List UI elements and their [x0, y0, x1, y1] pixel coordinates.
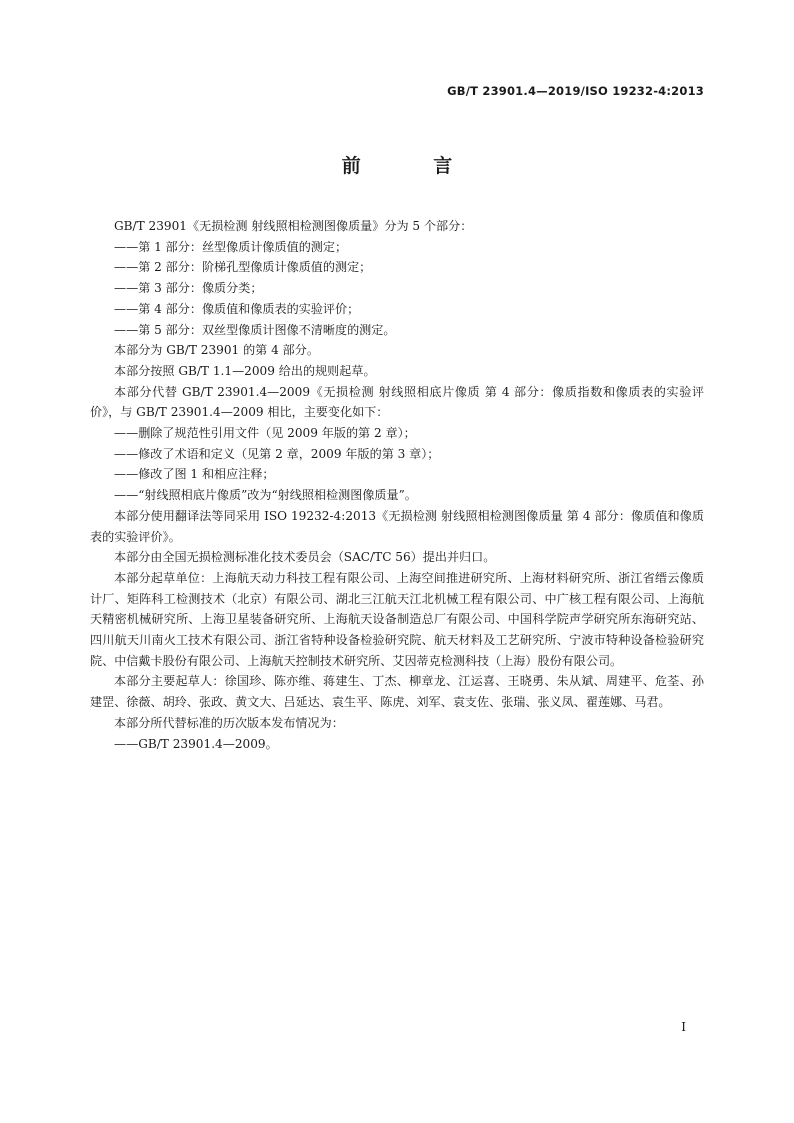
paragraph: 本部分由全国无损检测标准化技术委员会（SAC/TC 56）提出并归口。: [114, 550, 496, 565]
list-item: ——第 1 部分：丝型像质计像质值的测定；: [114, 239, 348, 254]
foreword-body: [90, 216, 704, 754]
paragraph: 本部分为 GB/T 23901 的第 4 部分。: [114, 343, 319, 358]
paragraph: 本部分按照 GB/T 1.1—2009 给出的规则起草。: [114, 363, 376, 378]
paragraph: 本部分起草单位：上海航天动力科技工程有限公司、上海空间推进研究所、上海材料研究所、浙江省缙云像质计厂、矩阵科工检测技术（北京）有限公司、湖北三江航天江北机械工程有限公司、中广核工程有限公司、上海航天精密机械研究所、上海卫星装备研究所、上海航天设备制造总厂有限公司、中国科学院声学研究所东海研究站、四川航天川南火工技术有限公司、浙江省特种设备检验研究院、航天材料及工艺研究所、宁波市特种设备检验研究院、中信戴卡股份有限公司、上海航天控制技术研究所、艾因蒂克检测科技（上海）股份有限公司。: [90, 570, 704, 668]
list-item: ——第 3 部分：像质分类；: [114, 281, 263, 296]
paragraph: 本部分所代替标准的历次版本发布情况为：: [114, 715, 344, 730]
paragraph: 本部分主要起草人：徐国珍、陈亦维、蒋建生、丁杰、柳章龙、江运喜、王晓勇、朱从斌、周建平、危荃、孙建罡、徐薇、胡玲、张政、黄文大、吕延达、袁生平、陈虎、刘军、袁支佐、张瑞、张义凤、翟莲娜、马君。: [90, 674, 704, 710]
list-item: ——修改了术语和定义（见第 2 章，2009 年版的第 3 章）；: [114, 446, 440, 461]
list-item: ——删除了规范性引用文件（见 2009 年版的第 2 章）；: [114, 426, 416, 441]
standard-number: GB/T 23901.4—2019/ISO 19232-4:2013: [447, 84, 704, 98]
list-item: ——第 4 部分：像质值和像质表的实验评价；: [114, 301, 360, 316]
paragraph: GB/T 23901《无损检测 射线照相检测图像质量》分为 5 个部分：: [114, 219, 473, 233]
paragraph: 本部分使用翻译法等同采用 ISO 19232-4:2013《无损检测 射线照相检测图像质量 第 4 部分：像质值和像质表的实验评价》。: [90, 508, 704, 544]
page-title: 前 言: [341, 155, 486, 177]
list-item: ——修改了图 1 和相应注释；: [114, 467, 275, 482]
paragraph: 本部分代替 GB/T 23901.4—2009《无损检测 射线照相底片像质 第 4 部分：像质指数和像质表的实验评价》，与 GB/T 23901.4—2009 相比，主要变化如下：: [90, 384, 704, 420]
list-item: ——GB/T 23901.4—2009。: [114, 736, 278, 751]
page-number: I: [681, 1020, 686, 1034]
list-item: ——第 2 部分：阶梯孔型像质计像质值的测定；: [114, 260, 372, 275]
list-item: ——第 5 部分：双丝型像质计图像不清晰度的测定。: [114, 322, 396, 337]
list-item: ——“射线照相底片像质”改为“射线照相检测图像质量”。: [114, 488, 417, 503]
